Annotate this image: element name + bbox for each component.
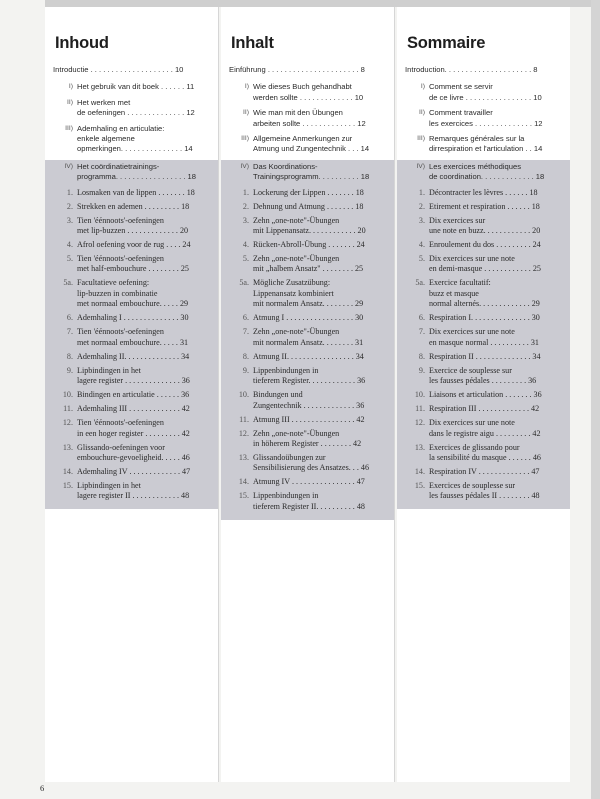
toc-entry <box>229 108 386 129</box>
toc-entry <box>405 390 562 400</box>
entry-text: Rücken-Abroll-Übung . . . . . . . 24 <box>253 240 365 250</box>
entry-number: 3. <box>242 215 249 225</box>
entry-number: 14. <box>62 466 73 476</box>
entry-text: Zehn „one-note"-Übungen mit „halbem Ansatz" . . . . . . . . 25 <box>253 254 364 274</box>
entry-text: Introduction. . . . . . . . . . . . . . . . . . . . . 8 <box>405 65 538 74</box>
toc-entry-intro <box>405 65 562 75</box>
entry-number: 13. <box>62 442 73 452</box>
entry-text: Respiration II . . . . . . . . . . . . . . 34 <box>429 351 541 361</box>
entry-number: III) <box>241 135 249 143</box>
entry-text: Losmaken van de lippen . . . . . . . 18 <box>77 187 195 197</box>
entry-number: 14. <box>238 477 249 487</box>
toc-entry <box>405 82 562 103</box>
entry-number: 7. <box>242 327 249 337</box>
entry-number: II) <box>418 109 425 117</box>
entry-text: Exercice facultatif: buzz et masque normal alternés. . . . . . . . . . . . . 29 <box>429 278 540 309</box>
entry-text: Glissandoübungen zur Sensibilisierung des Ansatzes. . . 46 <box>253 452 369 473</box>
entry-number: 10. <box>238 390 249 400</box>
toc-entry <box>53 443 210 464</box>
entry-number: 1. <box>418 187 425 197</box>
toc-entry <box>229 82 386 103</box>
toc-entry <box>405 216 562 237</box>
entry-text: Ademhaling IV . . . . . . . . . . . . . 47 <box>77 466 191 476</box>
entry-text: Dehnung und Atmung . . . . . . . 18 <box>253 201 364 211</box>
entry-number: IV) <box>240 162 249 170</box>
entry-number: 15. <box>414 480 425 490</box>
entry-text: Tien 'éénnoots'-oefeningen met half-embouchure . . . . . . . . 25 <box>77 254 189 274</box>
toc-entry <box>53 418 210 439</box>
toc-entry <box>229 313 386 323</box>
entry-number: 13. <box>414 442 425 452</box>
entry-number: II) <box>242 109 249 117</box>
entry-text: Lipbindingen in het lagere register II . . . . . . . . . . . . 48 <box>77 480 190 501</box>
entry-number: 9. <box>66 365 73 375</box>
toc-entry <box>405 352 562 362</box>
entry-number: I) <box>68 83 73 91</box>
toc-entry-intro <box>53 65 210 75</box>
toc-entry <box>229 429 386 450</box>
entry-text: Etirement et respiration . . . . . . 18 <box>429 201 540 211</box>
toc-entry <box>405 188 562 198</box>
toc-entry <box>53 404 210 414</box>
entry-number: 5a. <box>415 278 425 288</box>
entry-text: Het werken met de oefeningen . . . . . . . . . . . . . . 12 <box>77 97 195 118</box>
entry-number: II) <box>66 98 73 106</box>
section-heading <box>53 162 210 183</box>
entry-number: 10. <box>414 390 425 400</box>
toc-entry <box>229 477 386 487</box>
toc-entry-intro <box>229 65 386 75</box>
entry-text: Comment se servir de ce livre . . . . . . . . . . . . . . . . 10 <box>429 82 542 102</box>
toc-entry <box>229 352 386 362</box>
entry-text: Einführung . . . . . . . . . . . . . . . . . . . . . . 8 <box>229 65 365 74</box>
section-iv-box <box>397 160 570 509</box>
entry-text: Ademhaling en articulatie: enkele algemene opmerkingen. . . . . . . . . . . . . . . 14 <box>77 123 193 154</box>
entry-number: III) <box>65 124 73 132</box>
entry-number: 7. <box>418 327 425 337</box>
entry-number: 3. <box>418 215 425 225</box>
entry-number: I) <box>244 83 249 91</box>
entry-text: Bindungen und Zungentechnik . . . . . . . . . . . . . 36 <box>253 390 365 410</box>
entry-text: Enroulement du dos . . . . . . . . . 24 <box>429 240 541 250</box>
toc-entry <box>229 366 386 387</box>
section-heading <box>405 162 562 183</box>
toc-entry <box>53 352 210 362</box>
entry-text: Afrol oefening voor de rug . . . . 24 <box>77 240 191 250</box>
entry-number: 8. <box>242 351 249 361</box>
section-iv-box <box>45 160 218 509</box>
entry-number: 12. <box>414 418 425 428</box>
entry-text: Zehn „one-note"-Übungen mit normalem Ansatz. . . . . . . . 31 <box>253 327 364 347</box>
entry-number: 12. <box>62 418 73 428</box>
entry-number: I) <box>420 83 425 91</box>
section-iv-box <box>221 160 394 520</box>
entry-text: Lippenbindungen in tieferem Register. . . . . . . . . . . . 36 <box>253 365 366 386</box>
toc-entry <box>405 202 562 212</box>
toc-entry <box>53 313 210 323</box>
toc-entry <box>229 415 386 425</box>
entry-number: 2. <box>66 201 73 211</box>
column-title: Inhalt <box>231 34 274 52</box>
entry-number: 2. <box>418 201 425 211</box>
entry-text: Atmung III . . . . . . . . . . . . . . . . 42 <box>253 414 365 424</box>
entry-number: IV) <box>64 162 73 170</box>
entry-text: Tien 'éénnoots'-oefeningen in een hoger register . . . . . . . . . 42 <box>77 418 190 438</box>
entry-text: Het gebruik van dit boek . . . . . . 11 <box>77 82 195 92</box>
right-edge-bar <box>591 0 600 799</box>
entry-number: 3. <box>66 215 73 225</box>
entry-text: Strekken en ademen . . . . . . . . . 18 <box>77 201 190 211</box>
entry-number: 9. <box>418 365 425 375</box>
entry-text: Ademhaling III . . . . . . . . . . . . . 42 <box>77 404 190 414</box>
toc-entry <box>229 453 386 474</box>
toc-entry <box>53 216 210 237</box>
column-title: Inhoud <box>55 34 109 52</box>
toc-entry <box>229 254 386 275</box>
entry-text: Les exercices méthodiques de coordination. . . . . . . . . . . . . 18 <box>429 161 545 182</box>
entry-text: Het coördinatietrainings- programma. . . . . . . . . . . . . . . . . 18 <box>77 161 197 182</box>
entry-number: 4. <box>66 240 73 250</box>
toc-entry <box>405 404 562 414</box>
toc-entry <box>53 82 210 92</box>
entry-text: Lipbindingen in het lagere register . . . . . . . . . . . . . . 36 <box>77 365 190 386</box>
entry-text: Remarques générales sur la dirrespiration et l'articulation . . 14 <box>429 134 543 154</box>
entry-number: 9. <box>242 365 249 375</box>
entry-text: Zehn „one-note"-Übungen mit Lippenansatz. . . . . . . . . . . . 20 <box>253 215 366 236</box>
toc-entry <box>53 327 210 348</box>
toc-entry <box>405 327 562 348</box>
entry-text: Exercices de glissando pour la sensibilité du masque . . . . . . 46 <box>429 442 541 462</box>
section-heading <box>229 162 386 183</box>
toc-entry <box>53 366 210 387</box>
toc-entry <box>53 124 210 155</box>
entry-text: Exercices de souplesse sur les fausses pédales II . . . . . . . . 48 <box>429 480 540 501</box>
entry-number: 8. <box>418 351 425 361</box>
entry-text: Respiration III . . . . . . . . . . . . . 42 <box>429 404 540 414</box>
toc-entry <box>229 240 386 250</box>
entry-text: Zehn „one-note"-Übungen in höherem Register . . . . . . . . 42 <box>253 428 362 448</box>
entry-number: 5. <box>418 254 425 264</box>
entry-number: 14. <box>414 466 425 476</box>
entry-text: Dix exercices sur une note en demi-masque . . . . . . . . . . . . 25 <box>429 254 541 274</box>
entry-text: Allgemeine Anmerkungen zur Atmung und Zungentechnik . . . 14 <box>253 134 370 154</box>
toc-entry <box>405 481 562 502</box>
entry-number: IV) <box>416 162 425 170</box>
column-german <box>221 7 395 782</box>
toc-entry <box>53 240 210 250</box>
entry-number: 4. <box>242 240 249 250</box>
toc-entry <box>229 390 386 411</box>
entry-number: 5. <box>66 254 73 264</box>
entry-number: 11. <box>239 414 249 424</box>
entry-number: 5. <box>242 254 249 264</box>
toc-entry <box>229 327 386 348</box>
column-dutch <box>45 7 219 782</box>
entry-number: 5a. <box>239 278 249 288</box>
entry-text: Wie dieses Buch gehandhabt werden sollte . . . . . . . . . . . . . 10 <box>253 82 364 102</box>
entry-number: 1. <box>242 187 249 197</box>
entry-text: Atmung II. . . . . . . . . . . . . . . . . 34 <box>253 351 364 361</box>
toc-entry <box>229 491 386 512</box>
toc-entry <box>229 188 386 198</box>
entry-text: Respiration I. . . . . . . . . . . . . . . 30 <box>429 313 540 323</box>
entry-number: 2. <box>242 201 249 211</box>
entry-text: Tien 'éénnoots'-oefeningen met normaal embouchure. . . . . 31 <box>77 327 189 347</box>
entry-number: 7. <box>66 327 73 337</box>
toc-entry <box>229 134 386 155</box>
entry-number: 10. <box>62 390 73 400</box>
entry-text: Lippenbindungen in tieferem Register II. . . . . . . . . . 48 <box>253 491 365 511</box>
toc-entry <box>405 254 562 275</box>
toc-entry <box>53 202 210 212</box>
toc-entry <box>405 278 562 309</box>
entry-number: 11. <box>63 404 73 414</box>
toc-entry <box>53 390 210 400</box>
entry-text: Wie man mit den Übungen arbeiten sollte . . . . . . . . . . . . . 12 <box>253 108 366 128</box>
toc-entry <box>405 467 562 477</box>
toc-entry <box>405 134 562 155</box>
entry-number: 8. <box>66 351 73 361</box>
entry-number: 6. <box>418 313 425 323</box>
toc-entry <box>53 278 210 309</box>
entry-text: Liaisons et articulation . . . . . . . 36 <box>429 390 542 400</box>
entry-text: Bindingen en articulatie . . . . . . 36 <box>77 390 190 400</box>
entry-text: Exercice de souplesse sur les fausses pédales . . . . . . . . . 36 <box>429 365 537 386</box>
entry-number: 5a. <box>63 278 73 288</box>
toc-entry <box>53 254 210 275</box>
toc-entry <box>53 467 210 477</box>
entry-number: III) <box>417 135 425 143</box>
entry-number: 11. <box>415 404 425 414</box>
toc-entry <box>405 443 562 464</box>
entry-number: 6. <box>66 313 73 323</box>
entry-number: 13. <box>238 452 249 462</box>
entry-text: Ademhaling I . . . . . . . . . . . . . . 30 <box>77 313 189 323</box>
entry-text: Ademhaling II. . . . . . . . . . . . . . 34 <box>77 351 190 361</box>
entry-text: Glissando-oefeningen voor embouchure-gevoeligheid. . . . . 46 <box>77 442 190 462</box>
entry-text: Dix exercices sur une note en buzz. . . . . . . . . . . . 20 <box>429 215 541 236</box>
toc-entry <box>405 313 562 323</box>
entry-text: Dix exercices sur une note dans le registre aigu . . . . . . . . . 42 <box>429 418 541 438</box>
toc-entry <box>405 240 562 250</box>
entry-text: Facultatieve oefening: lip-buzzen in combinatie met normaal embouchure. . . . . 29 <box>77 278 189 309</box>
entry-number: 15. <box>238 491 249 501</box>
entry-text: Introductie . . . . . . . . . . . . . . . . . . . . 10 <box>53 65 184 74</box>
entry-number: 12. <box>238 428 249 438</box>
entry-text: Décontracter les lèvres . . . . . . 18 <box>429 187 538 197</box>
toc-entry <box>229 278 386 309</box>
entry-number: 4. <box>418 240 425 250</box>
toc-entry <box>405 108 562 129</box>
entry-text: Mögliche Zusatzübung: Lippenansatz kombiniert mit normalem Ansatz. . . . . . . . 29 <box>253 278 364 309</box>
toc-entry <box>53 98 210 119</box>
column-title: Sommaire <box>407 34 486 52</box>
top-edge-bar <box>45 0 600 7</box>
entry-text: Atmung I . . . . . . . . . . . . . . . . . 30 <box>253 313 364 323</box>
entry-text: Dix exercices sur une note en masque normal . . . . . . . . . . 31 <box>429 327 539 347</box>
toc-entry <box>229 216 386 237</box>
entry-text: Das Koordinations- Trainingsprogramm. . . . . . . . . . 18 <box>253 161 370 182</box>
column-french <box>397 7 570 782</box>
entry-text: Comment travailler les exercices . . . . . . . . . . . . . . 12 <box>429 108 543 128</box>
toc-entry <box>229 202 386 212</box>
toc-entry <box>405 418 562 439</box>
entry-number: 1. <box>66 187 73 197</box>
toc-entry <box>53 188 210 198</box>
page-number: 6 <box>40 783 45 793</box>
entry-text: Atmung IV . . . . . . . . . . . . . . . . 47 <box>253 477 365 487</box>
entry-number: 15. <box>62 480 73 490</box>
toc-entry <box>53 481 210 502</box>
toc-entry <box>405 366 562 387</box>
entry-text: Lockerung der Lippen . . . . . . . 18 <box>253 187 364 197</box>
entry-text: Tien 'éénnoots'-oefeningen met lip-buzzen . . . . . . . . . . . . . 20 <box>77 215 189 236</box>
entry-number: 6. <box>242 313 249 323</box>
entry-text: Respiration IV . . . . . . . . . . . . . 47 <box>429 466 540 476</box>
